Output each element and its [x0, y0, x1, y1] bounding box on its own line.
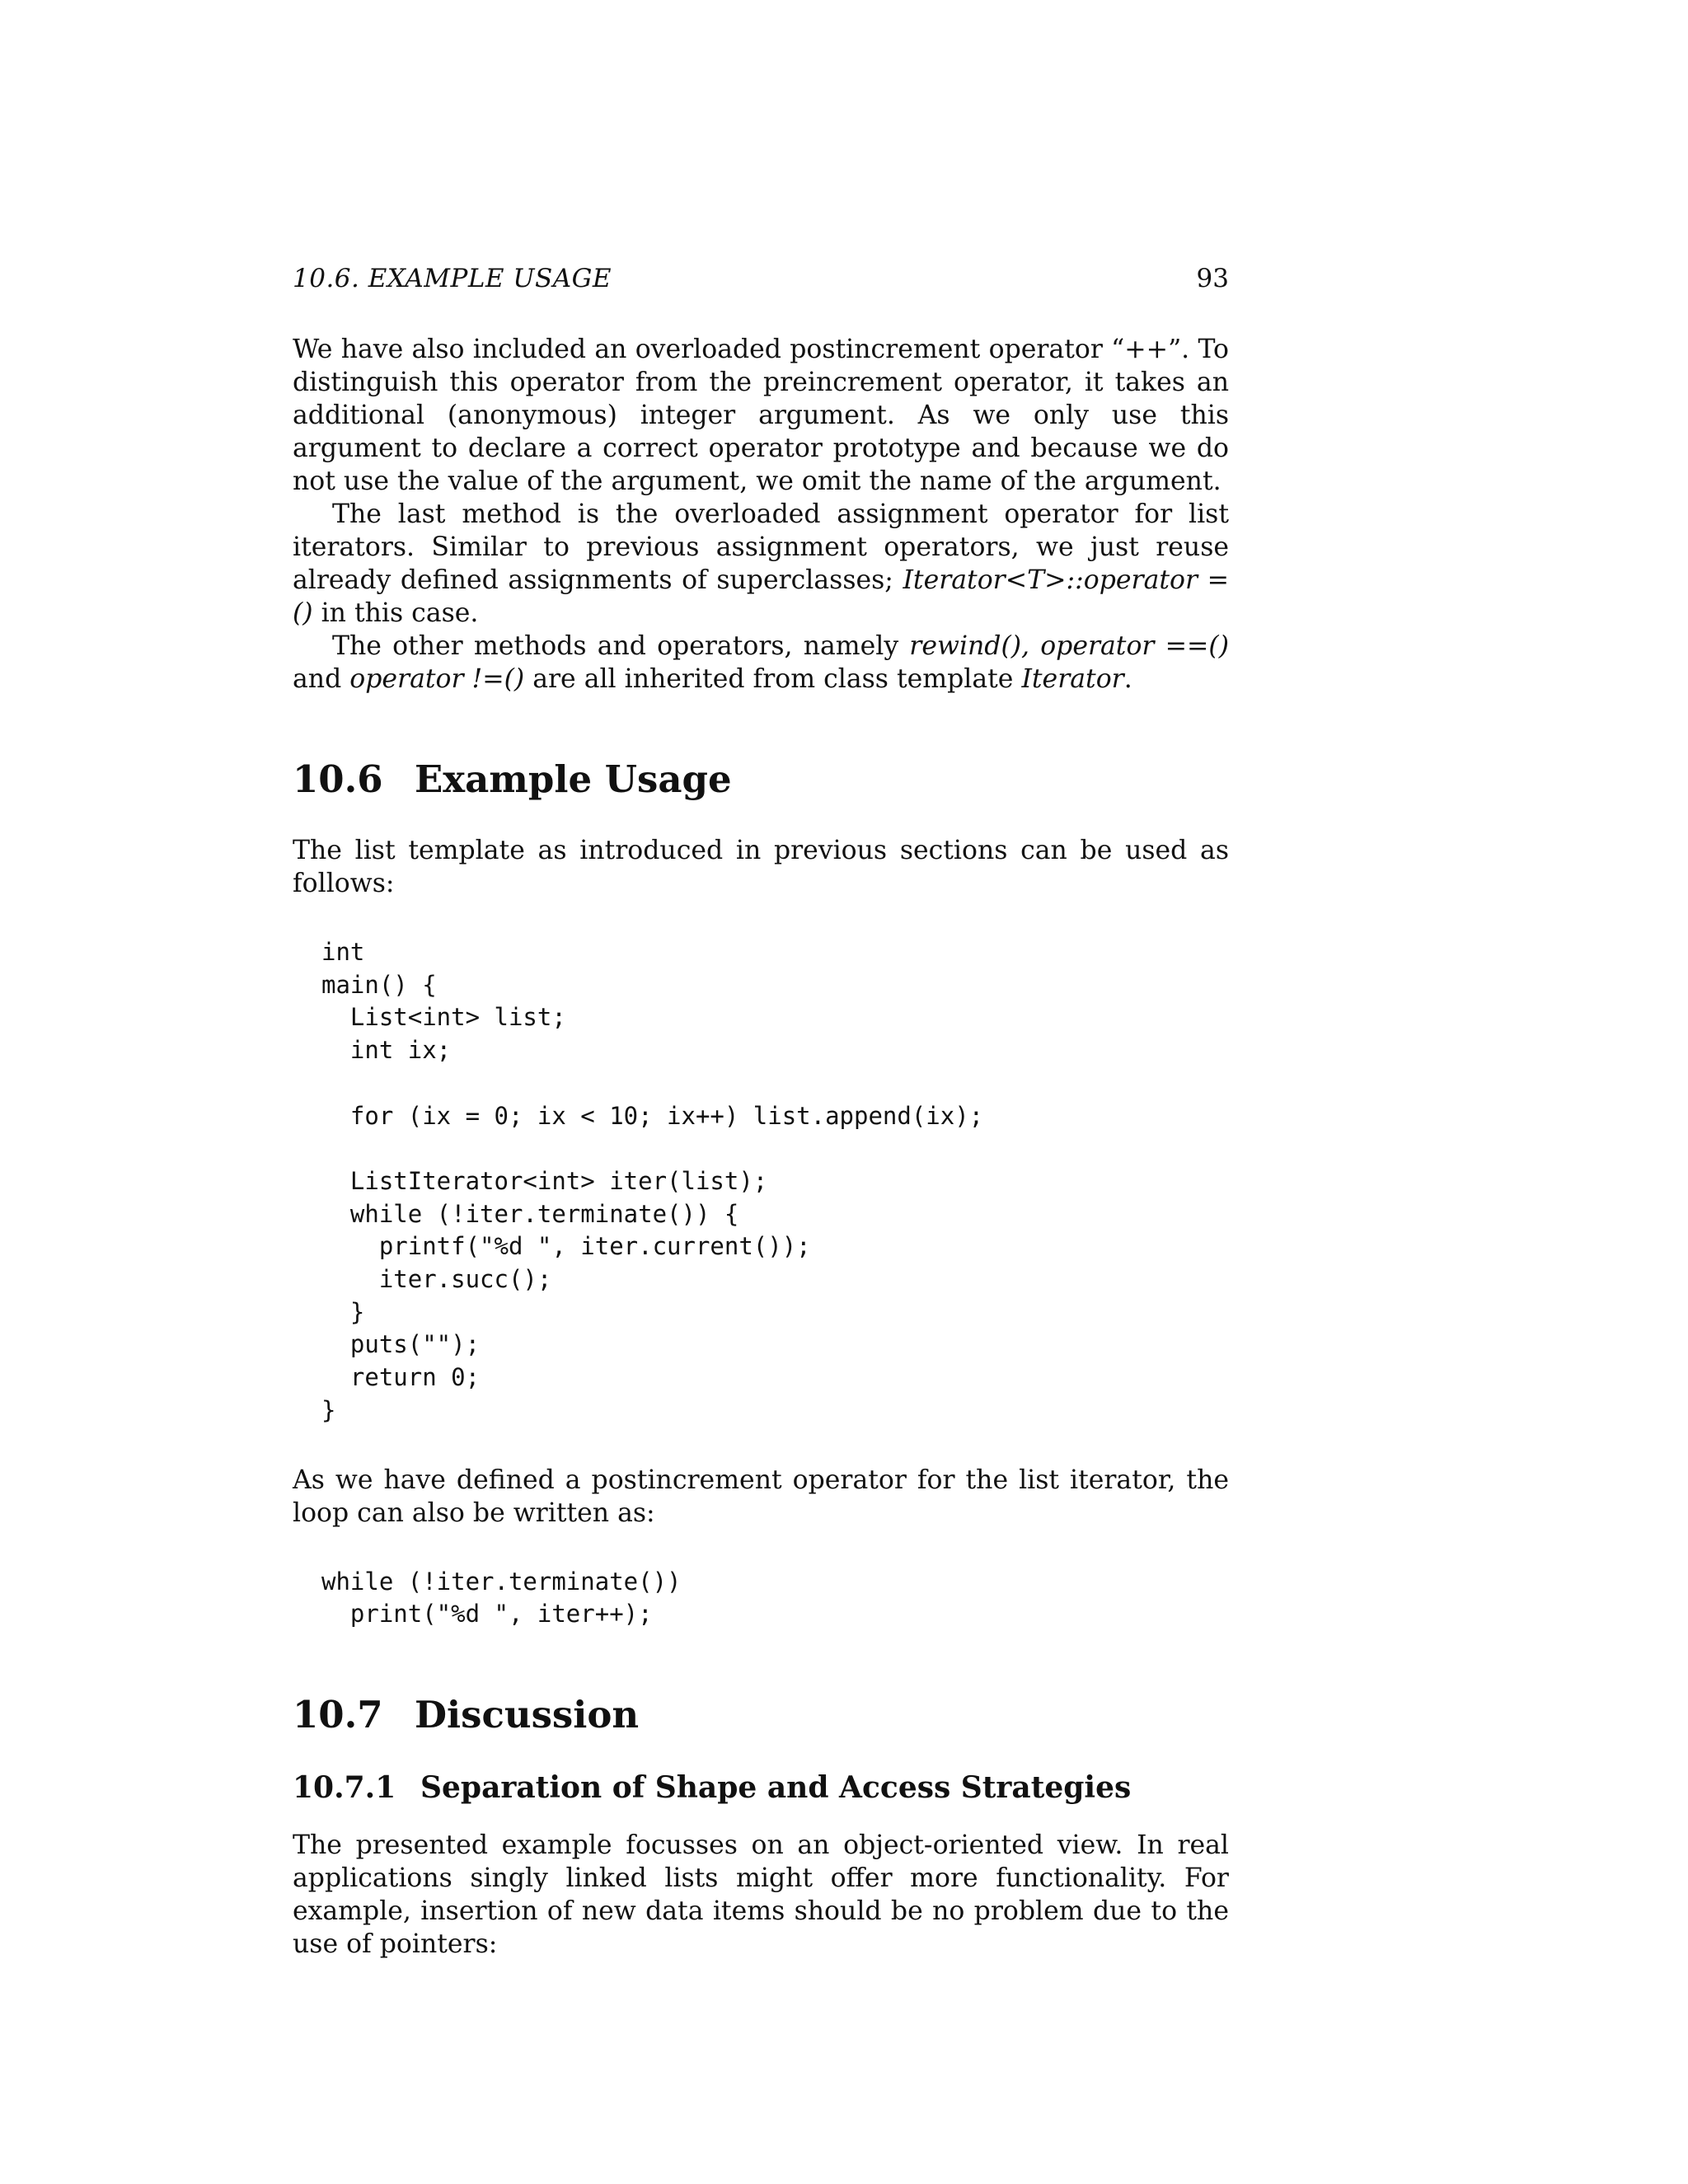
section-number: 10.7	[293, 1692, 383, 1736]
paragraph-loop-alternative: As we have defined a postincrement operator for the list iterator, the loop can also be written as:	[293, 1465, 1229, 1528]
paragraph-text: .	[1123, 664, 1132, 694]
paragraph-text: The last method is the overloaded assignment operator for list iterators. Similar to previous assignment operators, we just reuse already defined assignments of superclasses;	[293, 499, 1229, 595]
paragraph-postincrement: We have also included an overloaded postincrement operator “++”. To distinguish this operator from the preincrement operator, it takes an additional (anonymous) integer argument. As we only use this argument to declare a correct operator prototype and because we do not use the value of the argument, we omit the name of the argument.	[293, 335, 1229, 496]
running-title: 10.6. EXAMPLE USAGE	[293, 264, 612, 293]
inline-code-emphasis: Iterator	[1021, 664, 1124, 694]
section-heading-discussion	[293, 1692, 1229, 1738]
inline-code-emphasis: operator !=()	[349, 664, 525, 694]
paragraph-text: and	[293, 664, 342, 694]
paragraph-text: are all inherited from class template	[532, 664, 1014, 694]
section-heading-example-usage	[293, 757, 1229, 803]
document-page	[293, 262, 1229, 1961]
inline-code-emphasis: Iterator<T>::operator =()	[293, 565, 1229, 628]
running-head	[293, 262, 1229, 295]
inline-code-emphasis: rewind(), operator ==()	[909, 631, 1229, 661]
paragraph-inherited-methods	[293, 630, 1229, 696]
section-title: Discussion	[415, 1692, 640, 1736]
paragraph-list-template-intro: The list template as introduced in previous sections can be used as follows:	[293, 836, 1229, 898]
subsection-heading-separation	[293, 1769, 1229, 1806]
subsection-title: Separation of Shape and Access Strategies	[420, 1769, 1132, 1805]
section-number: 10.6	[293, 757, 383, 801]
section-title: Example Usage	[415, 757, 732, 801]
paragraph-text: in this case.	[321, 598, 479, 628]
subsection-number: 10.7.1	[293, 1769, 396, 1805]
code-block-main: int main() { List<int> list; int ix; for (ix = 0; ix < 10; ix++) list.append(ix); ListIterator<int> iter(list); while (!iter.terminate()) { printf("%d ", iter.current()); iter.succ(); } puts(""); return 0; }	[321, 938, 984, 1424]
paragraph-text: The other methods and operators, namely	[332, 631, 899, 661]
paragraph-object-oriented-view: The presented example focusses on an object-oriented view. In real applications singly linked lists might offer more functionality. For example, insertion of new data items should be no problem due to the use of pointers:	[293, 1830, 1229, 1959]
code-block-while-loop: while (!iter.terminate()) print("%d ", iter++);	[321, 1567, 682, 1629]
page-number: 93	[1196, 264, 1229, 293]
paragraph-assignment-operator	[293, 498, 1229, 630]
